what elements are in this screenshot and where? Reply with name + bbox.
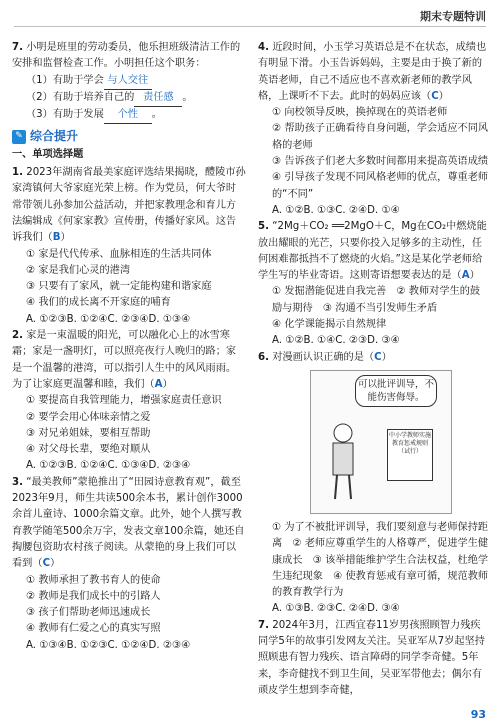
question-6: 6. 对漫画认识正确的是（C） [258,351,392,363]
choices: A. ①②B. ①③C. ②④D. ①④ [272,204,400,216]
question-4: 4. 近段时间，小玉学习英语总是不在状态，成绩也有明显下滑。小玉告诉妈妈，主要是由于换了新的英语老师，自己不适应也不喜欢新老师的教学风格，上课听不下去。此时的妈妈应该（C） [258,42,487,102]
option: ① 发掘潜能促进自我完善 ② 教师对学生的鼓励与期待 ③ 沟通不当引发师生矛盾 [272,286,481,314]
answer-blank: 责任感 [134,90,182,107]
speech-bubble: 可以批评训导，不能伤害侮辱。 [355,375,437,407]
choices: A. ①②B. ①④C. ②③D. ③④ [272,335,400,347]
answer: A [154,378,163,390]
option: ② 要学会用心体味亲情之爱 [26,411,151,423]
subsection-title: 一、单项选择题 [12,148,84,160]
left-column [12,40,246,654]
q7-item-3: （3）有助于发展 个性 。 [12,107,246,124]
choices: A. ①②③B. ①②④C. ②③④D. ①③④ [26,313,191,325]
teacher-figure-icon [325,421,361,501]
question-1: 1. 2023年湖南省最美家庭评选结果揭晓，醴陵市孙家湾镇何大爷家庭光荣上榜。作为党员，何大爷时常带领儿孙参加公益活动，并把家教理念和育儿方法编辑成《何家家教》宣传册，传播好家风。这告诉我们（B） [12,167,246,244]
option: ① 家是代代传承、血脉相连的生活共同体 [26,248,212,260]
option: ② 教师是我们成长中的引路人 [26,590,161,602]
option: ③ 只要有了家风，就一定能构建和谐家庭 [26,281,212,293]
answer: C [374,351,382,363]
q7-item-2: （2）有助于培养自己的 责任感 。 [12,90,246,107]
option: ④ 对父母长辈，要绝对顺从 [26,444,151,456]
regulation-sign: 中小学教师实施教育惩戒规则（试行） [387,429,433,481]
page-number: 93 [470,708,486,721]
choices: A. ①③B. ②③C. ②④D. ③④ [272,603,400,615]
question-stem: 小明是班里的劳动委员，他乐担班级清洁工作的安排和监督检查工作。小明担任这个职务： [12,42,241,70]
right-column [258,40,490,699]
option: ② 帮助孩子正确看待自身问题，学会适应不同风格的老师 [272,123,489,151]
answer: C [431,90,439,102]
option: ③ 对兄弟姐妹，要相互帮助 [26,427,151,439]
header-divider [14,26,486,27]
option: ② 家是我们心灵的港湾 [26,264,131,276]
choices: A. ①③④B. ①②③C. ①②④D. ②③④ [26,639,191,651]
header-title: 期末专题特训 [420,10,486,23]
option: ① 为了不被批评训导，我们要刻意与老师保持距离 ② 老师应尊重学生的人格尊严，促进学生健康成长 ③ 该举措能维护学生合法权益，杜绝学生违纪现象 ④ 使教育惩戒有章可循，规范教师的教育教学行为 [272,521,489,599]
question-7-right: 7. 2024年3月，江西宜春11岁男孩照顾智力残疾同学5年的故事引发网友关注。吴亚军从7岁起坚持照顾患有智力残疾、语言障碍的同学李奇健。5年来，李奇健找不到卫生间，吴亚军带他去；偶尔有顽皮学生想到李奇健， [258,619,485,696]
answer-blank: 个性 [104,107,152,124]
answer: C [42,558,51,570]
section-heading [12,128,246,144]
question-3: 3. “最美教师”蒙艳推出了“田园诗意教育观”，截至2023年9月，师生共读500余本书，累计创作3000余首儿童诗、1000余篇文章。此外，她个人撰写教育教学随笔500余万字，发表文章100余篇，她还自掏腰包资助农村孩子阅读。从蒙艳的身上我们可以看到（C） [12,476,245,570]
pencil-icon: ✎ [12,130,26,144]
answer-blank: 与人交往 [104,73,152,90]
question-7-left: 7. 小明是班里的劳动委员，他乐担班级清洁工作的安排和监督检查工作。小明担任这个职务： [12,42,241,70]
question-2: 2. 家是一束温暖的阳光，可以融化心上的冰雪寒霜；家是一盏明灯，可以照亮夜行人晚归的路；家是一个温馨的港湾，可以指引人生中的风风雨雨。为了让家庭更温馨和睦，我们（A） [12,330,237,390]
option: ③ 孩子们帮助老师迅速成长 [26,607,151,619]
section-title: 综合提升 [30,129,79,144]
q7-item-1: （1）有助于学会 与人交往 [12,73,246,90]
question-5: 5. “2Mg＋CO₂ ══2MgO＋C，Mg在CO₂中燃烧能放出耀眼的光芒，只要你投入足够多的主动性，任何困难都抵挡不了燃烧的火焰。”这是某化学老师给学生写的毕业寄语。这则寄语想要表达的是（A） [258,221,487,282]
option: ③ 告诉孩子们老大多数时间都用来提高英语成绩 [272,156,489,168]
option: ④ 教师有仁爱之心的真实写照 [26,623,161,635]
option: ④ 我们的成长离不开家庭的哺育 [26,297,171,309]
option: ① 要提高自我管理能力，增强家庭责任意识 [26,395,222,407]
option: ① 教师承担了教书育人的使命 [26,574,161,586]
option: ④ 化学课能揭示自然规律 [272,319,387,331]
cartoon-illustration [310,370,452,514]
option: ④ 引导孩子发现不同风格老师的优点，尊重老师的“不同” [272,172,489,200]
choices: A. ①②③B. ①②④C. ①③④D. ②③④ [26,460,191,472]
answer: B [52,232,61,244]
option: ① 向校领导反映，换掉现在的英语老师 [272,107,448,119]
answer: A [461,270,470,282]
